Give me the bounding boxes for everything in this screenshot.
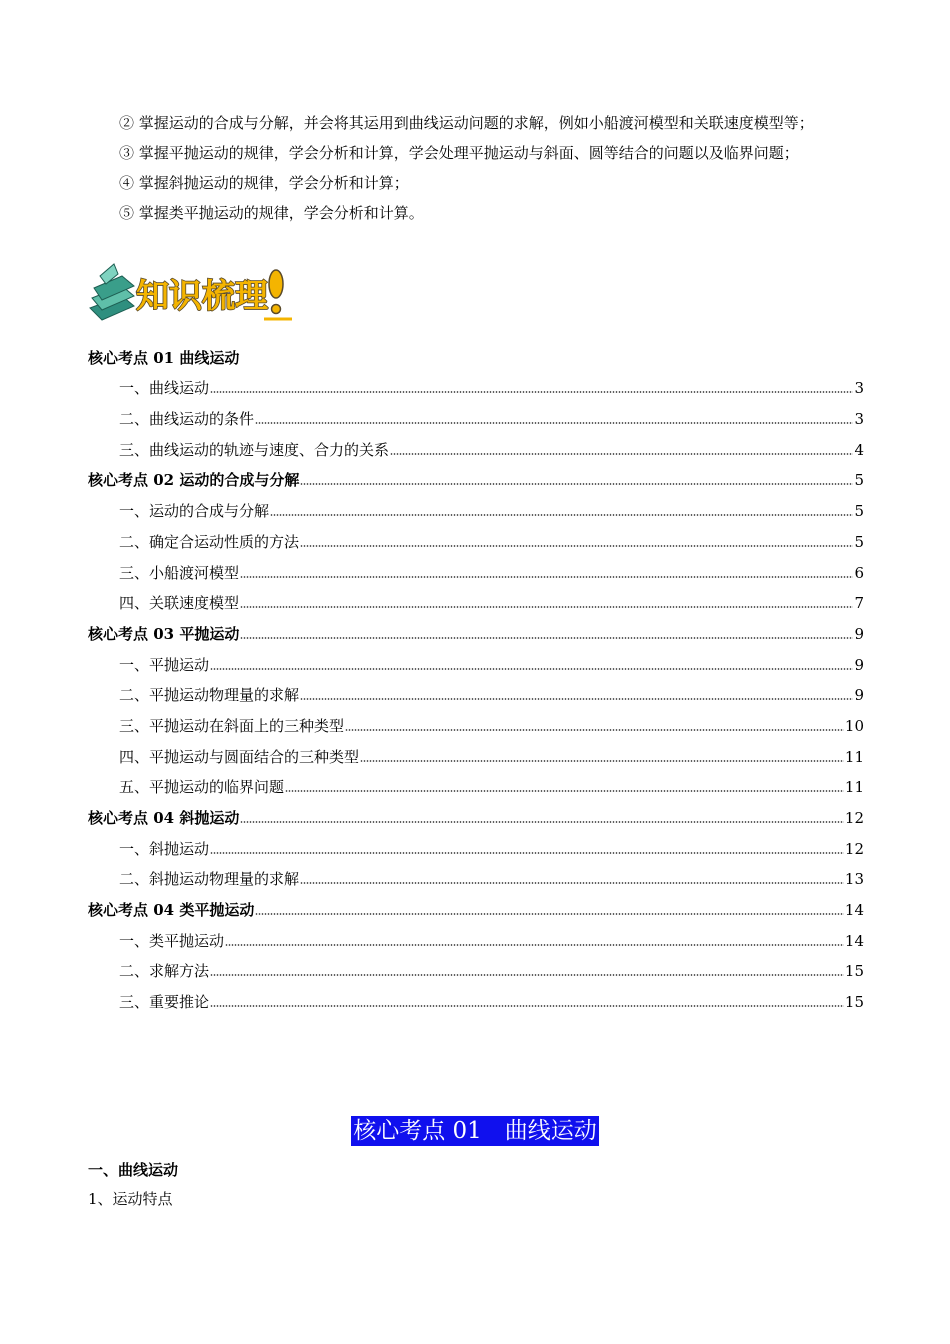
toc-subsection-entry[interactable] bbox=[88, 367, 864, 398]
toc-subsection-entry[interactable] bbox=[88, 674, 864, 705]
toc-entry-label: 三、曲线运动的轨迹与速度、合力的关系 bbox=[119, 440, 390, 459]
objective-4: ④ 掌握斜抛运动的规律，学会分析和计算； bbox=[119, 174, 409, 192]
toc-subsection-entry[interactable] bbox=[88, 489, 864, 520]
toc-section-entry[interactable] bbox=[88, 336, 864, 367]
toc-entry-label: 一、运动的合成与分解 bbox=[119, 502, 270, 521]
toc-entry-label: 二、斜抛运动物理量的求解 bbox=[119, 870, 300, 889]
section-subheading: 1、运动特点 bbox=[88, 1190, 173, 1208]
toc-leader-dots bbox=[300, 545, 853, 547]
toc-section-entry[interactable] bbox=[88, 612, 864, 643]
toc-entry-label: 一、斜抛运动 bbox=[119, 839, 210, 858]
toc-page-number: 15 bbox=[844, 993, 864, 1012]
section-title-text: 核心考点 01 曲线运动 bbox=[353, 1118, 597, 1144]
toc-subsection-entry[interactable] bbox=[88, 582, 864, 613]
toc-page-number: 14 bbox=[844, 901, 864, 920]
toc-leader-dots bbox=[210, 391, 853, 393]
exclamation-icon bbox=[264, 270, 292, 319]
toc-page-number: 12 bbox=[844, 809, 864, 827]
toc-page-number: 5 bbox=[854, 532, 864, 551]
toc-leader-dots bbox=[255, 913, 844, 915]
toc-leader-dots bbox=[240, 576, 853, 578]
toc-leader-dots bbox=[300, 698, 853, 700]
toc-entry-label: 二、曲线运动的条件 bbox=[119, 410, 255, 429]
toc-page-number: 15 bbox=[844, 962, 864, 981]
toc-entry-label: 核心考点 03 平抛运动 bbox=[88, 624, 240, 643]
toc-entry-label: 四、平抛运动与圆面结合的三种类型 bbox=[119, 747, 360, 766]
toc-leader-dots bbox=[285, 790, 844, 792]
toc-page-number: 10 bbox=[844, 716, 864, 735]
toc-page-number: 6 bbox=[854, 563, 864, 582]
toc-page-number: 9 bbox=[854, 686, 864, 705]
toc-section-entry[interactable] bbox=[88, 888, 864, 919]
toc-subsection-entry[interactable] bbox=[88, 980, 864, 1011]
toc-page-number: 11 bbox=[844, 747, 864, 766]
toc-leader-dots bbox=[390, 453, 853, 455]
toc-leader-dots bbox=[240, 637, 853, 639]
toc-subsection-entry[interactable] bbox=[88, 858, 864, 889]
toc-subsection-entry[interactable] bbox=[88, 551, 864, 582]
toc-subsection-entry[interactable] bbox=[88, 397, 864, 428]
knowledge-banner bbox=[88, 262, 298, 324]
toc-entry-label: 核心考点 02 运动的合成与分解 bbox=[88, 471, 300, 490]
toc-entry-label: 四、关联速度模型 bbox=[119, 594, 240, 613]
toc-page-number: 5 bbox=[854, 471, 864, 490]
section-title bbox=[0, 1116, 950, 1146]
toc-subsection-entry[interactable] bbox=[88, 428, 864, 459]
toc-entry-label: 一、类平抛运动 bbox=[119, 931, 225, 950]
toc-page-number: 4 bbox=[854, 440, 864, 459]
toc-page-number: 13 bbox=[844, 870, 864, 889]
toc-leader-dots bbox=[360, 760, 844, 762]
books-icon bbox=[90, 264, 134, 320]
toc-page-number: 12 bbox=[844, 839, 864, 858]
toc-entry-label: 二、确定合运动性质的方法 bbox=[119, 532, 300, 551]
toc-subsection-entry[interactable] bbox=[88, 766, 864, 797]
banner-text: 知识梳理 bbox=[136, 276, 268, 315]
toc-page-number: 7 bbox=[854, 594, 864, 613]
toc-section-entry[interactable] bbox=[88, 796, 864, 827]
toc-leader-dots bbox=[240, 606, 853, 608]
toc-entry-label: 核心考点 01 曲线运动 bbox=[88, 348, 240, 367]
toc-subsection-entry[interactable] bbox=[88, 950, 864, 981]
toc-entry-label: 二、求解方法 bbox=[119, 962, 210, 981]
toc-page-number: 5 bbox=[854, 502, 864, 521]
toc-leader-dots bbox=[300, 483, 853, 485]
toc-entry-label: 五、平抛运动的临界问题 bbox=[119, 778, 285, 797]
toc-page-number: 11 bbox=[844, 778, 864, 797]
toc-page-number: 9 bbox=[854, 655, 864, 674]
toc-leader-dots bbox=[210, 852, 844, 854]
toc-entry-label: 三、重要推论 bbox=[119, 993, 210, 1012]
toc-entry-label: 三、平抛运动在斜面上的三种类型 bbox=[119, 716, 345, 735]
toc-subsection-entry[interactable] bbox=[88, 735, 864, 766]
toc-entry-label: 一、曲线运动 bbox=[119, 379, 210, 398]
toc-section-entry[interactable] bbox=[88, 459, 864, 490]
objective-2: ② 掌握运动的合成与分解，并会将其运用到曲线运动问题的求解，例如小船渡河模型和关联速度模型等； bbox=[119, 114, 814, 132]
toc-entry-label: 三、小船渡河模型 bbox=[119, 563, 240, 582]
toc-subsection-entry[interactable] bbox=[88, 643, 864, 674]
toc-entry-label: 核心考点 04 类平抛运动 bbox=[88, 901, 255, 920]
toc-entry-label: 核心考点 04 斜抛运动 bbox=[88, 809, 240, 827]
toc-subsection-entry[interactable] bbox=[88, 520, 864, 551]
toc-subsection-entry[interactable] bbox=[88, 919, 864, 950]
toc-page-number: 14 bbox=[844, 931, 864, 950]
toc-leader-dots bbox=[210, 668, 853, 670]
toc-page-number: 3 bbox=[854, 410, 864, 429]
toc-leader-dots bbox=[225, 944, 844, 946]
toc-subsection-entry[interactable] bbox=[88, 827, 864, 858]
intro-objectives bbox=[88, 112, 866, 232]
toc-leader-dots bbox=[255, 422, 853, 424]
section-heading: 一、曲线运动 bbox=[88, 1161, 179, 1179]
toc-entry-label: 二、平抛运动物理量的求解 bbox=[119, 686, 300, 705]
toc-subsection-entry[interactable] bbox=[88, 704, 864, 735]
toc-leader-dots bbox=[240, 821, 844, 823]
toc-leader-dots bbox=[270, 514, 853, 516]
toc-entry-label: 一、平抛运动 bbox=[119, 655, 210, 674]
toc-page-number: 3 bbox=[854, 379, 864, 398]
objective-3: ③ 掌握平抛运动的规律，学会分析和计算，学会处理平抛运动与斜面、圆等结合的问题以及临界问题； bbox=[119, 144, 799, 162]
toc-leader-dots bbox=[210, 1005, 844, 1007]
toc-page-number: 9 bbox=[854, 624, 864, 643]
toc-leader-dots bbox=[210, 974, 844, 976]
objective-5: ⑤ 掌握类平抛运动的规律，学会分析和计算。 bbox=[119, 204, 424, 222]
toc-leader-dots bbox=[300, 882, 844, 884]
table-of-contents bbox=[88, 336, 864, 1011]
toc-leader-dots bbox=[345, 729, 844, 731]
